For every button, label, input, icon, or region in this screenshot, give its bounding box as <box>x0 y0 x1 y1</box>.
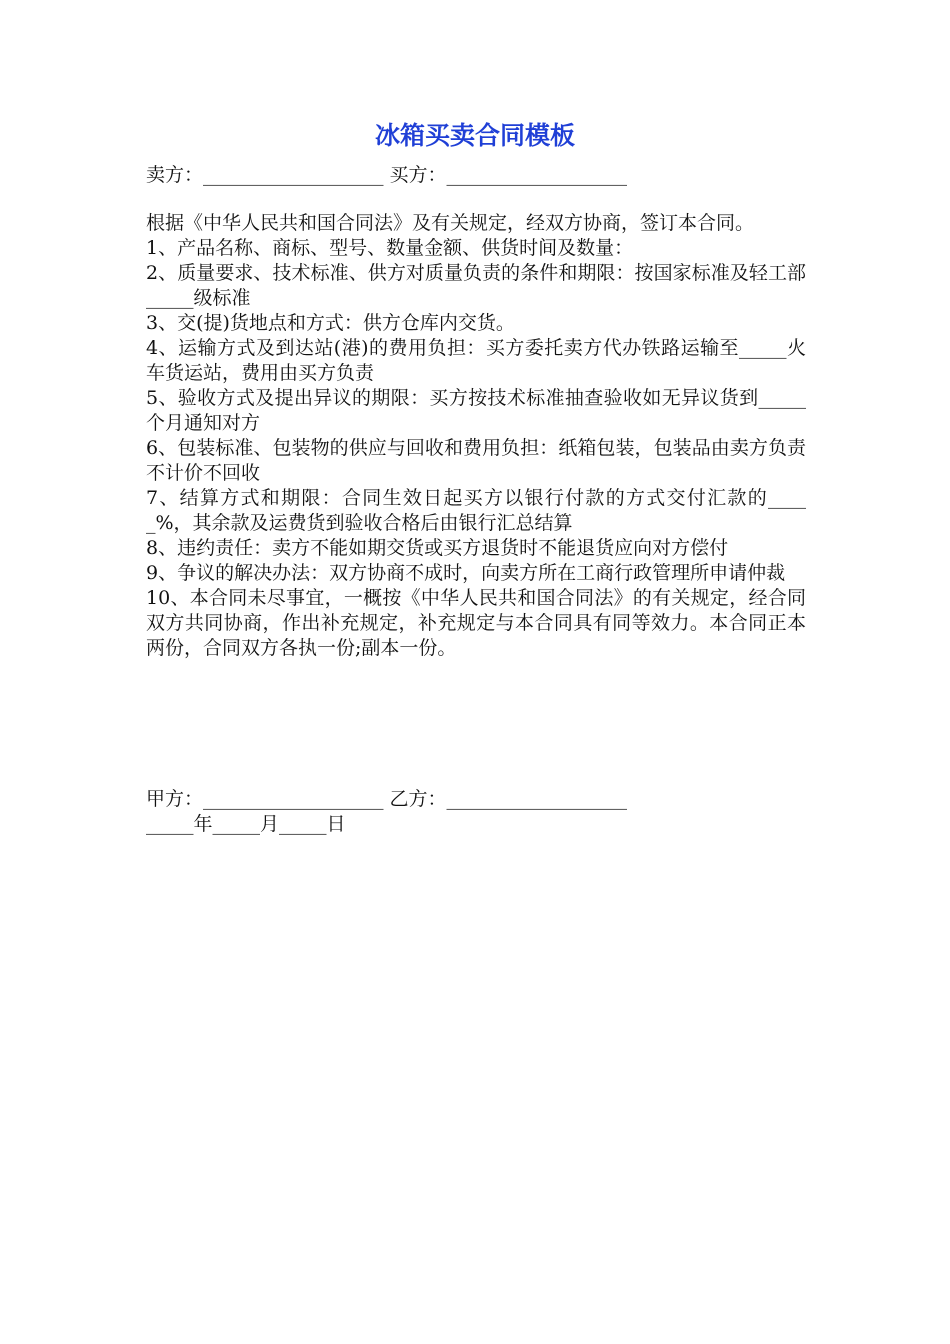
clause-9: 9、争议的解决办法：双方协商不成时，向卖方所在工商行政管理所申请仲裁 <box>146 562 786 584</box>
seller-buyer-line: 卖方：___________________ 买方：___________________ <box>146 164 628 186</box>
document-title: 冰箱买卖合同模板 <box>374 121 575 150</box>
date-line: _____年_____月_____日 <box>146 813 346 835</box>
clause-4: 4、运输方式及到达站(港)的费用负担：买方委托卖方代办铁路运输至_____火车货运站，费用由买方负责 <box>146 337 806 384</box>
clause-6: 6、包装标准、包装物的供应与回收和费用负担：纸箱包装，包装品由卖方负责不计价不回收 <box>146 437 806 484</box>
clause-2: 2、质量要求、技术标准、供方对质量负责的条件和期限：按国家标准及轻工部_____级标准 <box>146 262 806 309</box>
contract-body <box>146 211 806 661</box>
clause-3: 3、交(提)货地点和方式：供方仓库内交货。 <box>146 312 515 334</box>
clause-7: 7、结算方式和期限：合同生效日起买方以银行付款的方式交付汇款的_____%，其余款及运费货到验收合格后由银行汇总结算 <box>146 487 806 534</box>
clause-10: 10、本合同未尽事宜，一概按《中华人民共和国合同法》的有关规定，经合同双方共同协商，作出补充规定，补充规定与本合同具有同等效力。本合同正本两份，合同双方各执一份;副本一份。 <box>146 587 806 659</box>
clause-1: 1、产品名称、商标、型号、数量金额、供货时间及数量： <box>146 237 634 259</box>
clause-5: 5、验收方式及提出异议的期限：买方按技术标准抽查验收如无异议货到_____个月通知对方 <box>146 387 806 434</box>
signature-line: 甲方：___________________ 乙方：___________________ <box>146 788 628 810</box>
intro-paragraph: 根据《中华人民共和国合同法》及有关规定，经双方协商，签订本合同。 <box>146 212 755 234</box>
clause-8: 8、违约责任：卖方不能如期交货或买方退货时不能退货应向对方偿付 <box>146 537 729 559</box>
